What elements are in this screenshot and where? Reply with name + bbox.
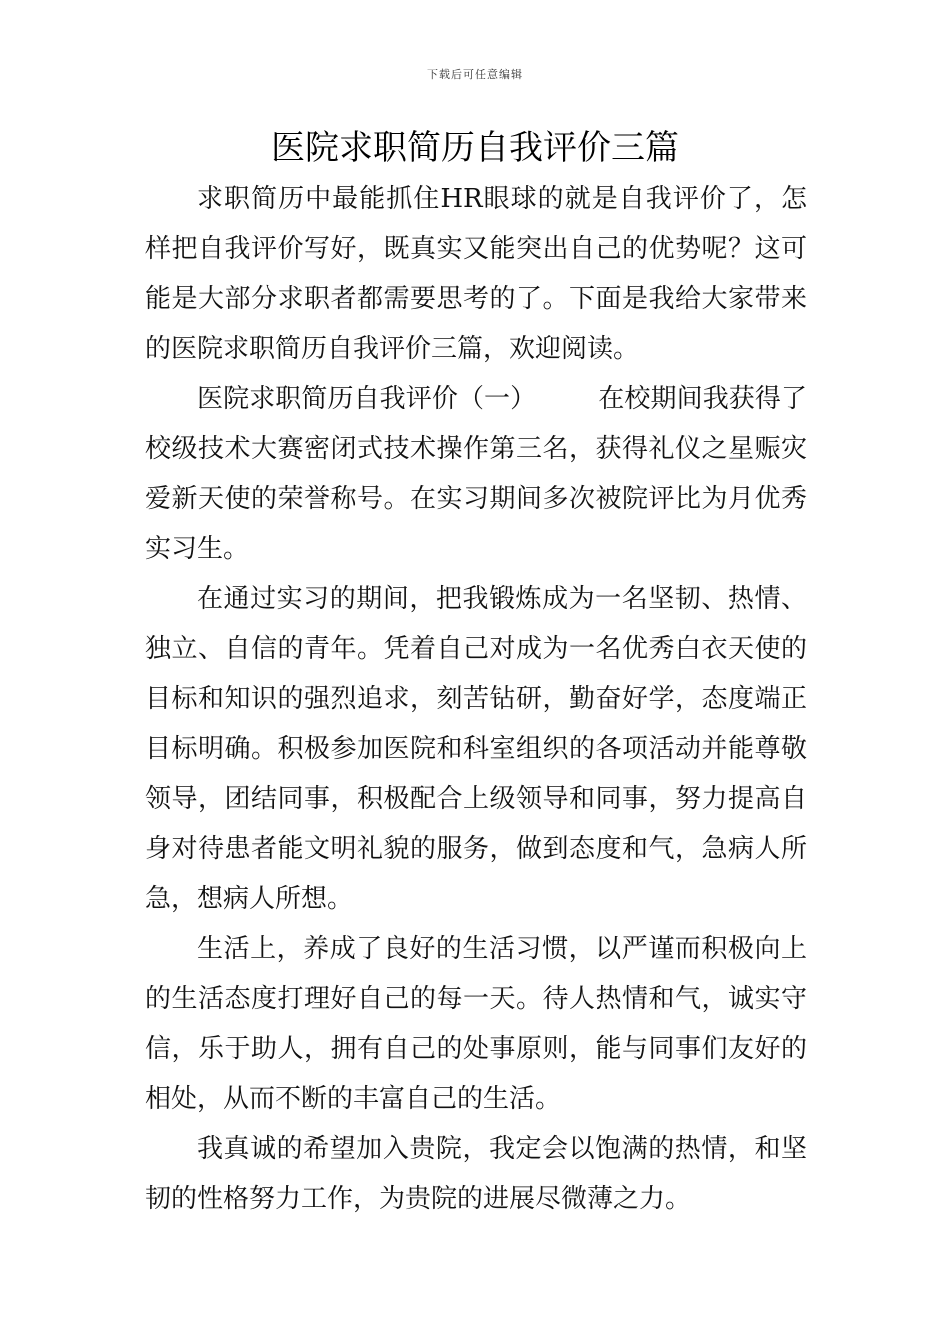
section-one-heading: 医院求职简历自我评价（一）: [197, 384, 537, 414]
header-note: 下载后可任意编辑: [427, 68, 523, 81]
section-one-text: 在校期间我获得了校级技术大赛密闭式技术操作第三名，获得礼仪之星赈灾爱新天使的荣誉称号。在实习期间多次被院评比为月优秀实习生。: [145, 384, 807, 564]
section-one-paragraph: [145, 374, 807, 574]
life-paragraph: 生活上，养成了良好的生活习惯，以严谨而积极向上的生活态度打理好自己的每一天。待人热情和气，诚实守信，乐于助人，拥有自己的处事原则，能与同事们友好的相处，从而不断的丰富自己的生活。: [145, 934, 807, 1114]
closing-paragraph: 我真诚的希望加入贵院，我定会以饱满的热情，和坚韧的性格努力工作，为贵院的进展尽微薄之力。: [145, 1134, 807, 1214]
document-title: 医院求职简历自我评价三篇: [271, 128, 679, 168]
document-body: [145, 174, 807, 1224]
internship-paragraph: 在通过实习的期间，把我锻炼成为一名坚韧、热情、独立、自信的青年。凭着自己对成为一名优秀白衣天使的目标和知识的强烈追求，刻苦钻研，勤奋好学，态度端正目标明确。积极参加医院和科室组织的各项活动并能尊敬领导，团结同事，积极配合上级领导和同事，努力提高自身对待患者能文明礼貌的服务，做到态度和气，急病人所急，想病人所想。: [145, 584, 807, 914]
intro-paragraph: 求职简历中最能抓住HR眼球的就是自我评价了，怎样把自我评价写好，既真实又能突出自己的优势呢？这可能是大部分求职者都需要思考的了。下面是我给大家带来的医院求职简历自我评价三篇，欢迎阅读。: [145, 184, 807, 364]
